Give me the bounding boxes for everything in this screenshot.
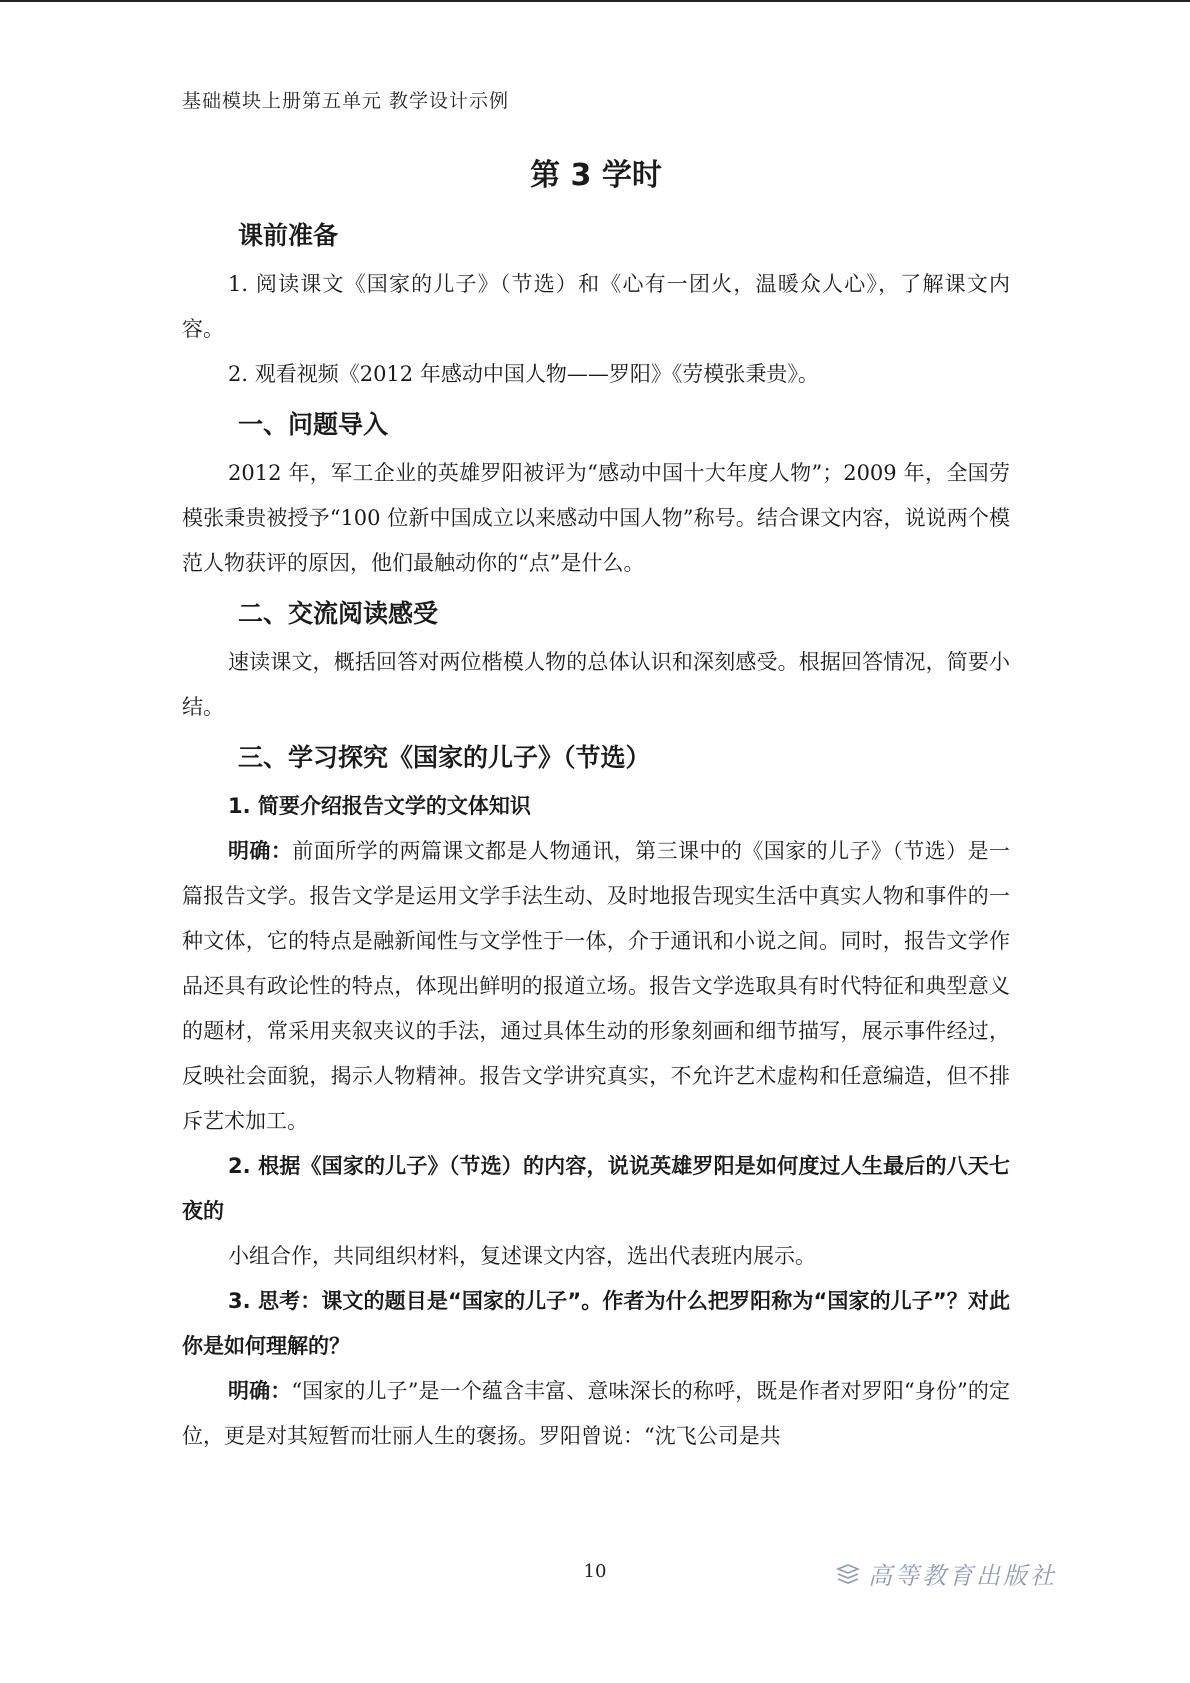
study-answer-2: 小组合作，共同组织材料，复述课文内容，选出代表班内展示。 [228, 1244, 816, 1268]
section-heading-exchange: 二、交流阅读感受 [238, 599, 439, 628]
answer-lead-label: 明确： [228, 1379, 292, 1403]
section-heading-intro: 一、问题导入 [238, 410, 389, 439]
study-question-2: 2. 根据《国家的儿子》（节选）的内容，说说英雄罗阳是如何度过人生最后的八天七夜的 [182, 1154, 1010, 1223]
answer-text: “国家的儿子”是一个蕴含丰富、意味深长的称呼，既是作者对罗阳“身份”的定位，更是对其短暂而壮丽人生的褒扬。罗阳曾说：“沈飞公司是共 [182, 1379, 1010, 1448]
section-heading-study: 三、学习探究《国家的儿子》（节选） [238, 743, 651, 772]
study-answer-3 [182, 1369, 1010, 1459]
running-header: 基础模块上册第五单元 教学设计示例 [182, 90, 510, 112]
prep-item-2: 2. 观看视频《2012 年感动中国人物——罗阳》《劳模张秉贵》。 [228, 362, 819, 386]
page-content [182, 148, 1010, 1459]
publisher-name: 高等教育出版社 [868, 1562, 1057, 1590]
answer-text: 前面所学的两篇课文都是人物通讯，第三课中的《国家的儿子》（节选）是一篇报告文学。报告文学是运用文学手法生动、及时地报告现实生活中真实人物和事件的一种文体，它的特点是融新闻性与文学性于一体，介于通讯和小说之间。同时，报告文学作品还具有政论性的特点，体现出鲜明的报道立场。报告文学选取具有时代特征和典型意义的题材，常采用夹叙夹议的手法，通过具体生动的形象刻画和细节描写，展示事件经过，反映社会面貌，揭示人物精神。报告文学讲究真实，不允许艺术虚构和任意编造，但不排斥艺术加工。 [182, 839, 1011, 1133]
publisher-logo [836, 1556, 1057, 1591]
intro-paragraph: 2012 年，军工企业的英雄罗阳被评为“感动中国十大年度人物”；2009 年，全国劳模张秉贵被授予“100 位新中国成立以来感动中国人物”称号。结合课文内容，说说两个模范人物获评的原因，他们最触动你的“点”是什么。 [182, 461, 1010, 575]
page-number: 10 [583, 1561, 607, 1582]
study-question-1: 1. 简要介绍报告文学的文体知识 [228, 794, 531, 818]
lesson-title: 第 3 学时 [530, 158, 662, 193]
prep-item-1: 1. 阅读课文《国家的儿子》（节选）和《心有一团火，温暖众人心》，了解课文内容。 [182, 272, 1010, 341]
study-answer-1 [182, 829, 1010, 1144]
answer-lead-label: 明确： [228, 839, 293, 863]
study-question-3: 3. 思考：课文的题目是“国家的儿子”。作者为什么把罗阳称为“国家的儿子”？对此你是如何理解的？ [182, 1289, 1010, 1358]
publisher-logo-icon [836, 1562, 860, 1586]
section-heading-prep: 课前准备 [238, 221, 339, 250]
top-rule [0, 0, 1190, 2]
exchange-paragraph: 速读课文，概括回答对两位楷模人物的总体认识和深刻感受。根据回答情况，简要小结。 [182, 650, 1010, 719]
